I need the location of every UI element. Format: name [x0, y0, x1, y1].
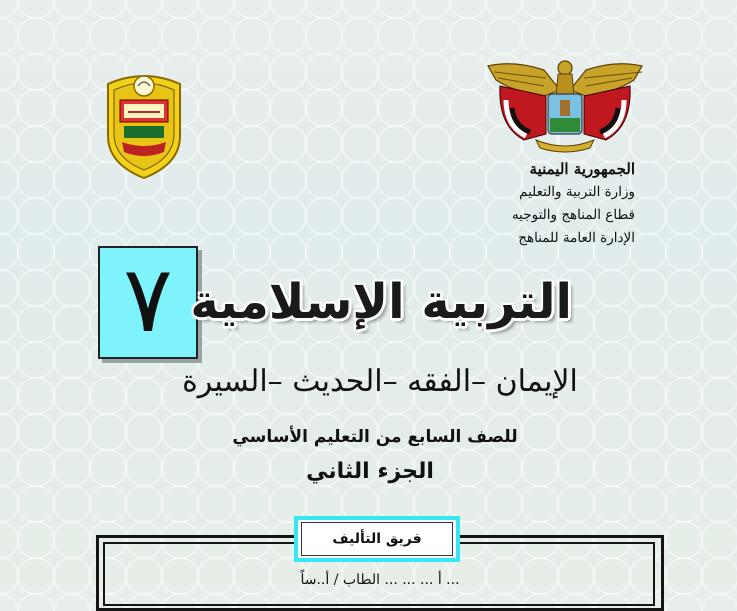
part-line: الجزء الثاني [306, 459, 434, 484]
eagle-emblem-icon [484, 56, 646, 154]
authors-label-inner [301, 522, 453, 556]
country-name: الجمهورية اليمنية [529, 160, 635, 178]
ministry-name: وزارة التربية والتعليم [519, 184, 635, 200]
grade-number-box [98, 246, 198, 359]
book-title: التربية الإسلامية [190, 274, 572, 330]
grade-number: ٧ [123, 245, 173, 353]
ministry-emblem-icon [94, 64, 194, 182]
authors-label: فريق التأليف [332, 531, 422, 547]
department-name: الإدارة العامة للمناهج [518, 230, 635, 246]
authors-label-box [294, 516, 460, 562]
book-subjects: الإيمان –الفقه –الحديث –السيرة [182, 364, 578, 399]
sector-name: قطاع المناهج والتوجيه [511, 207, 635, 223]
ministry-header [512, 158, 635, 250]
grade-line: للصف السابع من التعليم الأساسي [232, 427, 518, 447]
authors-first-line: ... أ ... ... ... الطاب / أ..ساً [300, 572, 460, 588]
